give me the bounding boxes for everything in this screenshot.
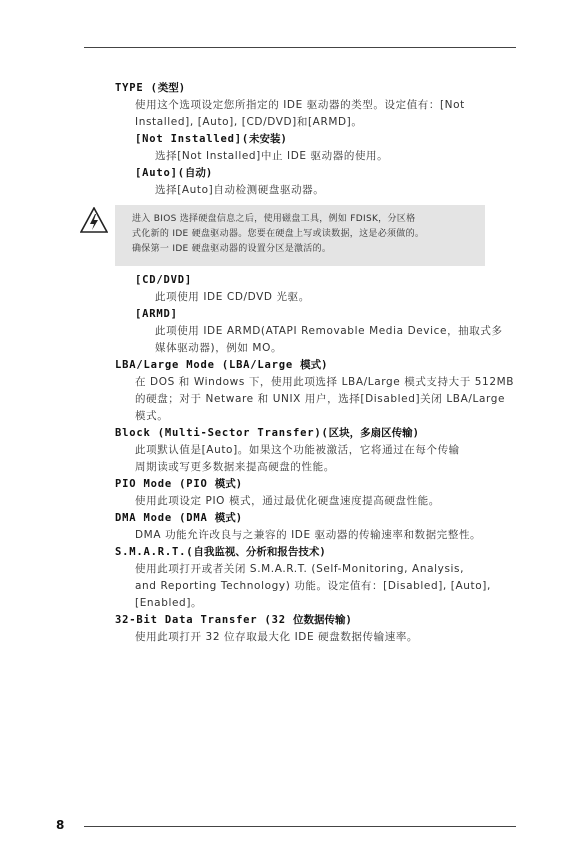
block-description: 此项默认值是[Auto]。如果这个功能被激活，它将通过在每个传输 [135,444,460,456]
smart-description: 使用此项打开或者关闭 S.M.A.R.T. (Self-Monitoring, Analysis, [135,563,465,575]
heading-not-installed: [Not Installed](未安装) [135,133,288,145]
heading-smart: S.M.A.R.T.(自我监视、分析和报告技术) [115,546,327,558]
smart-description-cont: and Reporting Technology) 功能。设定值有：[Disabled], [Auto], [135,580,491,592]
manual-content [115,80,520,646]
type-description: 使用这个选项设定您所指定的 IDE 驱动器的类型。设定值有：[Not [135,99,465,111]
lba-description-end: 模式。 [135,410,169,422]
pio-description: 使用此项设定 PIO 模式，通过最优化硬盘速度提高硬盘性能。 [135,495,440,507]
dma-description: DMA 功能允许改良与之兼容的 IDE 驱动器的传输速率和数据完整性。 [135,529,482,541]
warning-line: 式化新的 IDE 硬盘驱动器。您要在硬盘上写或读数据，这是必须做的。 [132,229,425,239]
32bit-description: 使用此项打开 32 位存取最大化 IDE 硬盘数据传输速率。 [135,631,419,643]
page-number: 8 [56,818,65,832]
heading-dma: DMA Mode (DMA 模式) [115,512,243,524]
not-installed-description: 选择[Not Installed]中止 IDE 驱动器的使用。 [155,150,389,162]
footer-rule [84,826,516,827]
warning-notice [82,205,520,266]
header-rule [84,47,516,48]
block-description-cont: 周期读或写更多数据来提高硬盘的性能。 [135,461,335,473]
smart-description-end: [Enabled]。 [135,597,203,609]
heading-auto: [Auto](自动) [135,167,213,179]
heading-lba: LBA/Large Mode (LBA/Large 模式) [115,359,329,371]
armd-description: 此项使用 IDE ARMD(ATAPI Removable Media Device，抽取式多 [155,325,503,337]
warning-line: 确保第一 IDE 硬盘驱动器的设置分区是激活的。 [132,244,332,254]
lba-description-cont: 的硬盘；对于 Netware 和 UNIX 用户，选择[Disabled]关闭 LBA/Large [135,393,506,405]
warning-lightning-icon [80,207,108,233]
heading-32bit: 32-Bit Data Transfer (32 位数据传输) [115,614,353,626]
lba-description: 在 DOS 和 Windows 下，使用此项选择 LBA/Large 模式支持大于 512MB [135,376,515,388]
heading-block: Block (Multi-Sector Transfer)(区块，多扇区传输) [115,427,420,439]
warning-line: 进入 BIOS 选择硬盘信息之后，使用磁盘工具，例如 FDISK，分区格 [132,214,416,224]
armd-description-cont: 媒体驱动器)，例如 MO。 [155,342,283,354]
heading-cddvd: [CD/DVD] [135,274,192,286]
heading-armd: [ARMD] [135,308,178,320]
cddvd-description: 此项使用 IDE CD/DVD 光驱。 [155,291,310,303]
warning-box [115,205,485,266]
heading-type: TYPE (类型) [115,82,186,94]
auto-description: 选择[Auto]自动检测硬盘驱动器。 [155,184,325,196]
heading-pio: PIO Mode (PIO 模式) [115,478,243,490]
type-description-cont: Installed], [Auto], [CD/DVD]和[ARMD]。 [135,116,363,128]
